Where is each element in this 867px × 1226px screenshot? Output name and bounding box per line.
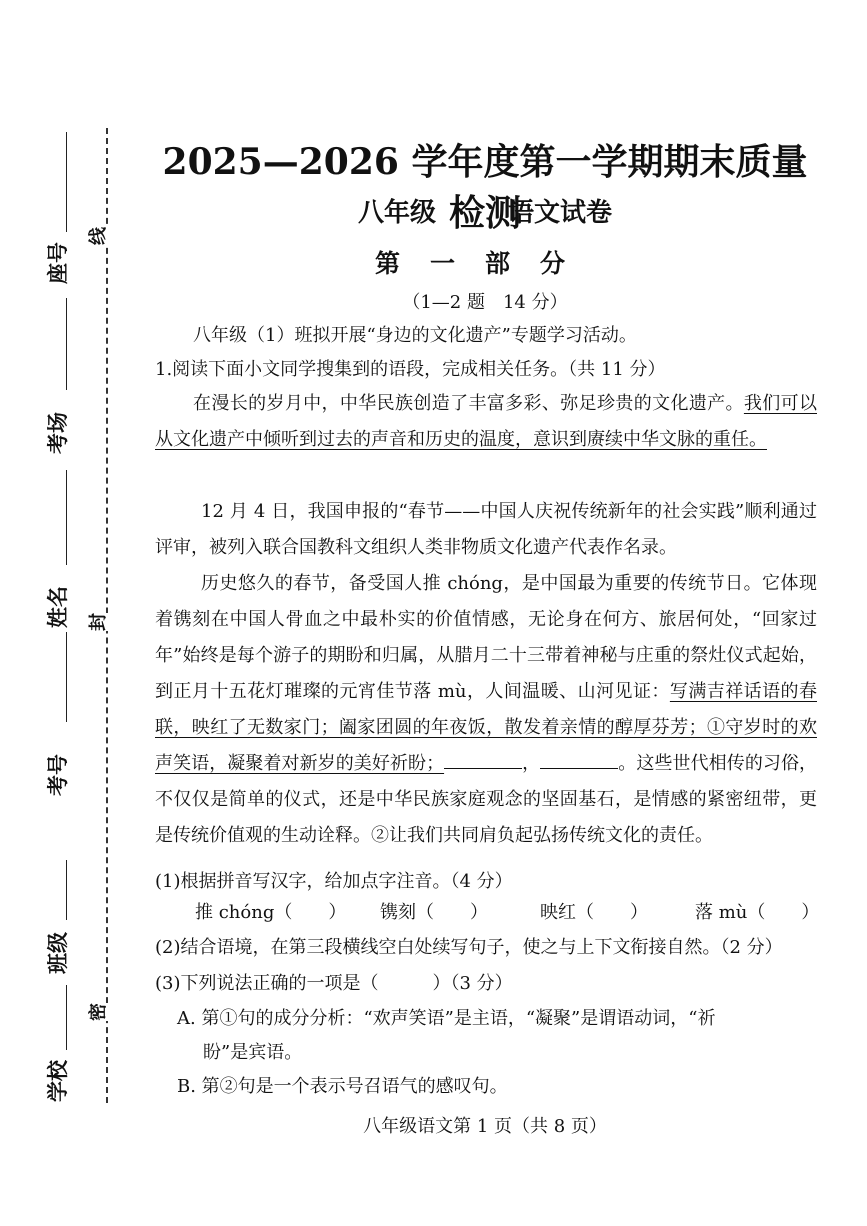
seat-number-line xyxy=(66,132,67,232)
class-label: 班级 xyxy=(46,932,70,974)
grade-label: 八年级 xyxy=(357,198,436,228)
seal-char-feng: 封 xyxy=(88,613,109,631)
fill-blank-2[interactable] xyxy=(540,750,618,769)
seat-number-label: 座号 xyxy=(46,242,70,284)
passage-3-continued: 这些世代相传的习俗，不仅仅是简单的仪式，还是中华民族家庭观念的坚固基石，是情感的紧密纽带，更是传统价值观的生动诠释。②让我们共同肩负起弘扬传统文化的责任。 xyxy=(155,753,818,846)
name-label: 姓名 xyxy=(46,586,70,628)
pinyin-item-3[interactable]: 映红（ ） xyxy=(540,902,648,923)
pinyin-item-4[interactable]: 落 mù（ ） xyxy=(695,902,820,923)
passage-1-text: 在漫长的岁月中，中华民族创造了丰富多彩、弥足珍贵的文化遗产。 xyxy=(193,393,744,414)
seal-char-xian: 线 xyxy=(88,227,109,245)
page-footer: 八年级语文第 1 页（共 8 页） xyxy=(363,1116,607,1137)
blank-end-punct: 。 xyxy=(618,753,637,774)
question-1-stem: 1.阅读下面小文同学搜集到的语段，完成相关任务。（共 11 分） xyxy=(155,359,666,380)
sub-question-1: (1)根据拼音写汉字，给加点字注音。（4 分） xyxy=(155,871,513,892)
blank-separator: ， xyxy=(522,753,541,774)
school-line xyxy=(66,985,67,1050)
class-line xyxy=(66,860,67,920)
passage-3-underlined: 写满吉祥话语的春联，映红了无数家门；阖家团圆的年夜饭，散发着亲情的醇厚芬芳；①守岁时的欢声笑语，凝聚着对新岁的美好祈盼； xyxy=(155,681,817,774)
name-line xyxy=(66,470,67,565)
passage-paragraph-2: 12 月 4 日，我国申报的“春节——中国人庆祝传统新年的社会实践”顺利通过评审，被列入联合国教科文组织人类非物质文化遗产代表作名录。 xyxy=(155,501,817,558)
part-heading: 第一部分 xyxy=(374,249,595,278)
sub-question-2: (2)结合语境，在第三段横线空白处续写句子，使之与上下文衔接自然。（2 分） xyxy=(155,937,783,958)
exam-room-label: 考场 xyxy=(46,412,70,454)
part-range: （1—2 题 14 分） xyxy=(402,292,568,313)
pinyin-item-2[interactable]: 镌刻（ ） xyxy=(380,902,488,923)
option-a[interactable]: A. 第①句的成分分析：“欢声笑语”是主语，“凝聚”是谓语动词，“祈 xyxy=(177,1008,716,1029)
pinyin-item-1[interactable]: 推 chóng（ ） xyxy=(195,902,347,923)
passage-paragraph-3 xyxy=(155,566,817,854)
passage-paragraph-1 xyxy=(155,386,817,458)
binding-margin xyxy=(0,0,120,1226)
option-a-continued: 盼”是宾语。 xyxy=(203,1042,303,1063)
exam-subtitle xyxy=(155,192,815,229)
activity-intro: 八年级（1）班拟开展“身边的文化遗产”专题学习活动。 xyxy=(193,325,637,346)
subject-label: 语文试卷 xyxy=(508,198,613,228)
option-b[interactable]: B. 第②句是一个表示号召语气的感叹句。 xyxy=(177,1076,508,1097)
school-label: 学校 xyxy=(46,1060,70,1102)
exam-number-line xyxy=(66,632,67,722)
seal-char-mi: 密 xyxy=(88,1003,109,1021)
passage-3-text: 历史悠久的春节，备受国人推 chóng，是中国最为重要的传统节日。它体现着镌刻在中国人骨血之中最朴实的价值情感，无论身在何方、旅居何处，“回家过年”始终是每个游子的期盼和归属，从腊月二十三带着神秘与庄重的祭灶仪式起始，到正月十五花灯璀璨的元宵佳节落 mù，人间温暖、山河见证： xyxy=(155,573,817,702)
sub-question-3: (3)下列说法正确的一项是（ ）（3 分） xyxy=(155,973,513,994)
exam-room-line xyxy=(66,298,67,390)
fill-blank-1[interactable] xyxy=(444,750,522,769)
passage-1-underlined: 我们可以从文化遗产中倾听到过去的声音和历史的温度，意识到赓续中华文脉的重任。 xyxy=(155,393,817,450)
exam-title: 2025—2026 学年度第一学期期末质量检测 xyxy=(162,141,808,234)
exam-number-label: 考号 xyxy=(46,754,70,796)
